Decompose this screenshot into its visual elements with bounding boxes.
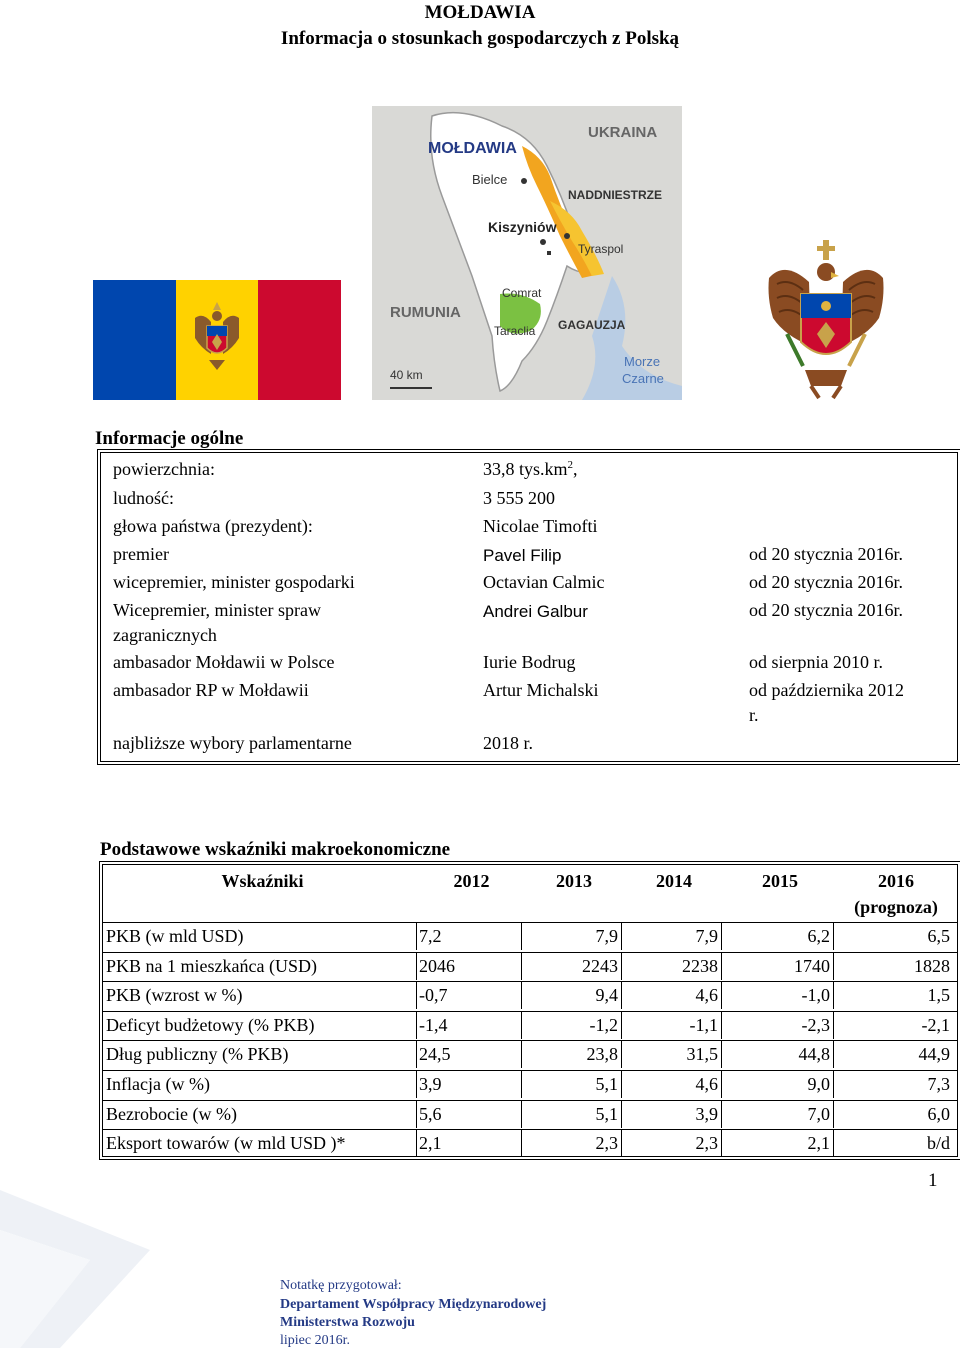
map-label-comrat: Comrat xyxy=(502,286,542,300)
row-value: -1,4 xyxy=(419,1014,448,1035)
macro-heading: Podstawowe wskaźniki makroekonomiczne xyxy=(100,839,451,860)
row-label: Dług publiczny (% PKB) xyxy=(106,1044,289,1065)
row-value: 2,3 xyxy=(595,1133,618,1154)
row-vicepm-foreign-date: od 20 stycznia 2016r. xyxy=(749,600,903,620)
row-vicepm-economy-label: wicepremier, minister gospodarki xyxy=(113,572,355,592)
table-row xyxy=(103,952,957,980)
moldova-map xyxy=(372,106,682,400)
footer-department: Departament Współpracy Międzynarodowej xyxy=(280,1297,547,1312)
row-ambassador-pl-date-2: r. xyxy=(749,705,759,725)
row-value: -2,3 xyxy=(801,1014,830,1035)
row-value: 2238 xyxy=(682,955,718,976)
row-value: 7,0 xyxy=(807,1103,830,1124)
row-value: -2,1 xyxy=(921,1014,950,1035)
macro-table xyxy=(102,864,958,1157)
row-label: Bezrobocie (w %) xyxy=(106,1103,237,1124)
row-president-label: głowa państwa (prezydent): xyxy=(113,516,313,536)
row-ambassador-md-date: od sierpnia 2010 r. xyxy=(749,652,883,672)
column-divider xyxy=(521,1071,522,1098)
row-pm-value: Pavel Filip xyxy=(483,546,562,565)
row-value: 4,6 xyxy=(695,985,718,1006)
map-label-sea-1: Morze xyxy=(624,354,661,369)
row-value: 6,0 xyxy=(927,1103,950,1124)
map-label-chisinau: Kiszyniów xyxy=(488,219,557,235)
column-divider xyxy=(521,923,522,950)
row-value: 9,0 xyxy=(807,1074,830,1094)
footer-date: lipiec 2016r. xyxy=(280,1333,350,1348)
row-area-label: powierzchnia: xyxy=(113,459,215,479)
area-suffix: , xyxy=(573,459,578,479)
row-president-value: Nicolae Timofti xyxy=(483,516,598,536)
row-value: 44,9 xyxy=(918,1044,950,1065)
row-label: Inflacja (w %) xyxy=(106,1074,210,1094)
row-vicepm-economy-date: od 20 stycznia 2016r. xyxy=(749,572,903,592)
column-divider xyxy=(833,953,834,980)
table-row xyxy=(103,922,957,950)
row-vicepm-foreign-label-1: Wicepremier, minister spraw xyxy=(113,600,321,620)
map-label-balti: Bielce xyxy=(472,172,508,187)
footer-prepared-by: Notatkę przygotował: xyxy=(280,1278,402,1293)
header-divider xyxy=(419,865,420,922)
col-header-2016: 2016 xyxy=(878,871,914,891)
flag-stripe-red xyxy=(258,280,341,400)
column-divider xyxy=(621,1101,622,1128)
row-value: 2,3 xyxy=(695,1133,718,1154)
row-area-value xyxy=(483,457,578,482)
row-value: 5,1 xyxy=(595,1074,618,1094)
table-row xyxy=(103,981,957,1009)
column-divider xyxy=(721,1071,722,1098)
row-value: 23,8 xyxy=(586,1044,618,1065)
row-value: b/d xyxy=(926,1133,950,1154)
map-label-transnistria: NADDNIESTRZE xyxy=(568,188,663,202)
row-ambassador-md-value: Iurie Bodrug xyxy=(483,652,576,672)
row-label: Deficyt budżetowy (% PKB) xyxy=(106,1014,315,1035)
column-divider xyxy=(833,923,834,950)
row-label: PKB (wzrost w %) xyxy=(106,985,243,1006)
general-info-heading: Informacje ogólne xyxy=(95,428,244,449)
column-divider xyxy=(721,923,722,950)
column-divider xyxy=(621,923,622,950)
coat-of-arms-icon xyxy=(189,298,245,382)
header-divider xyxy=(836,865,837,922)
row-value: 7,9 xyxy=(695,926,718,946)
col-header-2015: 2015 xyxy=(762,871,798,891)
row-value: 1,5 xyxy=(927,985,950,1006)
row-vicepm-foreign-value: Andrei Galbur xyxy=(483,602,588,621)
row-pm-date: od 20 stycznia 2016r. xyxy=(749,544,903,564)
row-value: 2243 xyxy=(582,955,618,976)
document-title: MOŁDAWIA xyxy=(424,2,536,23)
row-value: 5,1 xyxy=(595,1103,618,1124)
map-label-sea-2: Czarne xyxy=(622,371,664,386)
row-value: 3,9 xyxy=(419,1074,442,1094)
row-value: 4,6 xyxy=(695,1074,718,1094)
column-divider xyxy=(621,1041,622,1068)
row-ambassador-pl-label: ambasador RP w Mołdawii xyxy=(113,680,309,700)
column-divider xyxy=(521,1041,522,1068)
table-row xyxy=(103,1100,957,1128)
row-value: 44,8 xyxy=(798,1044,830,1065)
column-divider xyxy=(833,982,834,1009)
column-divider xyxy=(416,1012,417,1039)
row-value: 2,1 xyxy=(807,1133,830,1154)
column-divider xyxy=(521,953,522,980)
column-divider xyxy=(521,1101,522,1128)
column-divider xyxy=(416,1041,417,1068)
row-value: 1828 xyxy=(914,955,950,976)
column-divider xyxy=(621,1130,622,1157)
header-divider xyxy=(724,865,725,922)
column-divider xyxy=(721,982,722,1009)
col-header-2012: 2012 xyxy=(453,871,490,891)
column-divider xyxy=(721,953,722,980)
row-population-value: 3 555 200 xyxy=(483,488,555,508)
header-divider xyxy=(624,865,625,922)
row-ambassador-md-label: ambasador Mołdawii w Polsce xyxy=(113,652,335,672)
row-value: 6,2 xyxy=(807,926,830,946)
col-header-2014: 2014 xyxy=(656,871,692,891)
column-divider xyxy=(721,1041,722,1068)
row-value: 3,9 xyxy=(695,1103,718,1124)
map-label-scale: 40 km xyxy=(390,368,423,382)
moldova-flag xyxy=(93,280,341,400)
column-divider xyxy=(833,1130,834,1157)
row-value: -1,2 xyxy=(589,1014,618,1035)
column-divider xyxy=(416,982,417,1009)
page-number: 1 xyxy=(928,1170,938,1191)
row-vicepm-foreign-label-2: zagranicznych xyxy=(113,625,217,645)
column-divider xyxy=(833,1101,834,1128)
row-value: 7,2 xyxy=(419,926,442,946)
table-row xyxy=(103,1070,957,1098)
column-divider xyxy=(621,982,622,1009)
map-label-ukraine: UKRAINA xyxy=(588,124,658,141)
column-divider xyxy=(833,1041,834,1068)
row-value: -1,1 xyxy=(689,1014,718,1035)
row-elections-value: 2018 r. xyxy=(483,733,534,753)
document-subtitle: Informacja o stosunkach gospodarczych z Polską xyxy=(280,28,680,49)
row-value: 6,5 xyxy=(927,926,950,946)
row-value: -0,7 xyxy=(419,985,448,1006)
column-divider xyxy=(833,1071,834,1098)
row-population-label: ludność: xyxy=(113,488,174,508)
column-divider xyxy=(621,1071,622,1098)
column-divider xyxy=(621,1012,622,1039)
column-divider xyxy=(521,1012,522,1039)
column-divider xyxy=(833,1012,834,1039)
map-label-taraclia: Taraclia xyxy=(494,324,536,338)
map-label-gagauzia: GAGAUZJA xyxy=(558,318,626,332)
row-value: 9,4 xyxy=(595,985,618,1006)
column-divider xyxy=(416,1101,417,1128)
row-value: 7,3 xyxy=(927,1074,950,1094)
area-number: 33,8 tys.km xyxy=(483,459,568,479)
column-divider xyxy=(416,1130,417,1157)
general-info-table xyxy=(100,452,958,762)
col-header-2013: 2013 xyxy=(556,871,592,891)
map-label-tiraspol: Tyraspol xyxy=(578,242,624,256)
flag-stripe-blue xyxy=(93,280,176,400)
map-label-romania: RUMUNIA xyxy=(390,304,461,321)
row-value: 1740 xyxy=(794,955,830,976)
column-divider xyxy=(721,1130,722,1157)
column-divider xyxy=(621,953,622,980)
column-divider xyxy=(416,923,417,950)
row-value: 5,6 xyxy=(419,1103,442,1124)
row-value: 24,5 xyxy=(419,1044,451,1065)
column-divider xyxy=(521,982,522,1009)
row-vicepm-economy-value: Octavian Calmic xyxy=(483,572,605,592)
row-value: -1,0 xyxy=(801,985,830,1006)
row-label: Eksport towarów (w mld USD )* xyxy=(106,1133,346,1154)
row-elections-label: najbliższe wybory parlamentarne xyxy=(113,733,352,753)
column-divider xyxy=(521,1130,522,1157)
row-label: PKB (w mld USD) xyxy=(106,926,244,946)
map-label-country: MOŁDAWIA xyxy=(428,140,517,157)
row-value: 31,5 xyxy=(686,1044,718,1065)
column-divider xyxy=(721,1101,722,1128)
row-value: 2046 xyxy=(419,955,455,976)
column-divider xyxy=(416,953,417,980)
row-ambassador-pl-date-1: od października 2012 xyxy=(749,680,904,700)
col-header-forecast: (prognoza) xyxy=(854,897,938,917)
row-ambassador-pl-value: Artur Michalski xyxy=(483,680,599,700)
row-label: PKB na 1 mieszkańca (USD) xyxy=(106,955,317,976)
col-header-indicators: Wskaźniki xyxy=(221,871,304,891)
column-divider xyxy=(416,1071,417,1098)
arrow-watermark-icon xyxy=(0,1160,260,1348)
area-unit-superscript: 2 xyxy=(567,459,574,471)
column-divider xyxy=(721,1012,722,1039)
row-value: 7,9 xyxy=(595,926,618,946)
eagle-coat-of-arms-icon xyxy=(765,238,887,402)
row-value: 2,1 xyxy=(419,1133,442,1154)
header-divider xyxy=(524,865,525,922)
row-pm-label: premier xyxy=(113,544,169,564)
footer-ministry: Ministerstwa Rozwoju xyxy=(280,1315,415,1330)
table-row xyxy=(103,1129,957,1157)
table-row xyxy=(103,1040,957,1068)
table-row xyxy=(103,1011,957,1039)
